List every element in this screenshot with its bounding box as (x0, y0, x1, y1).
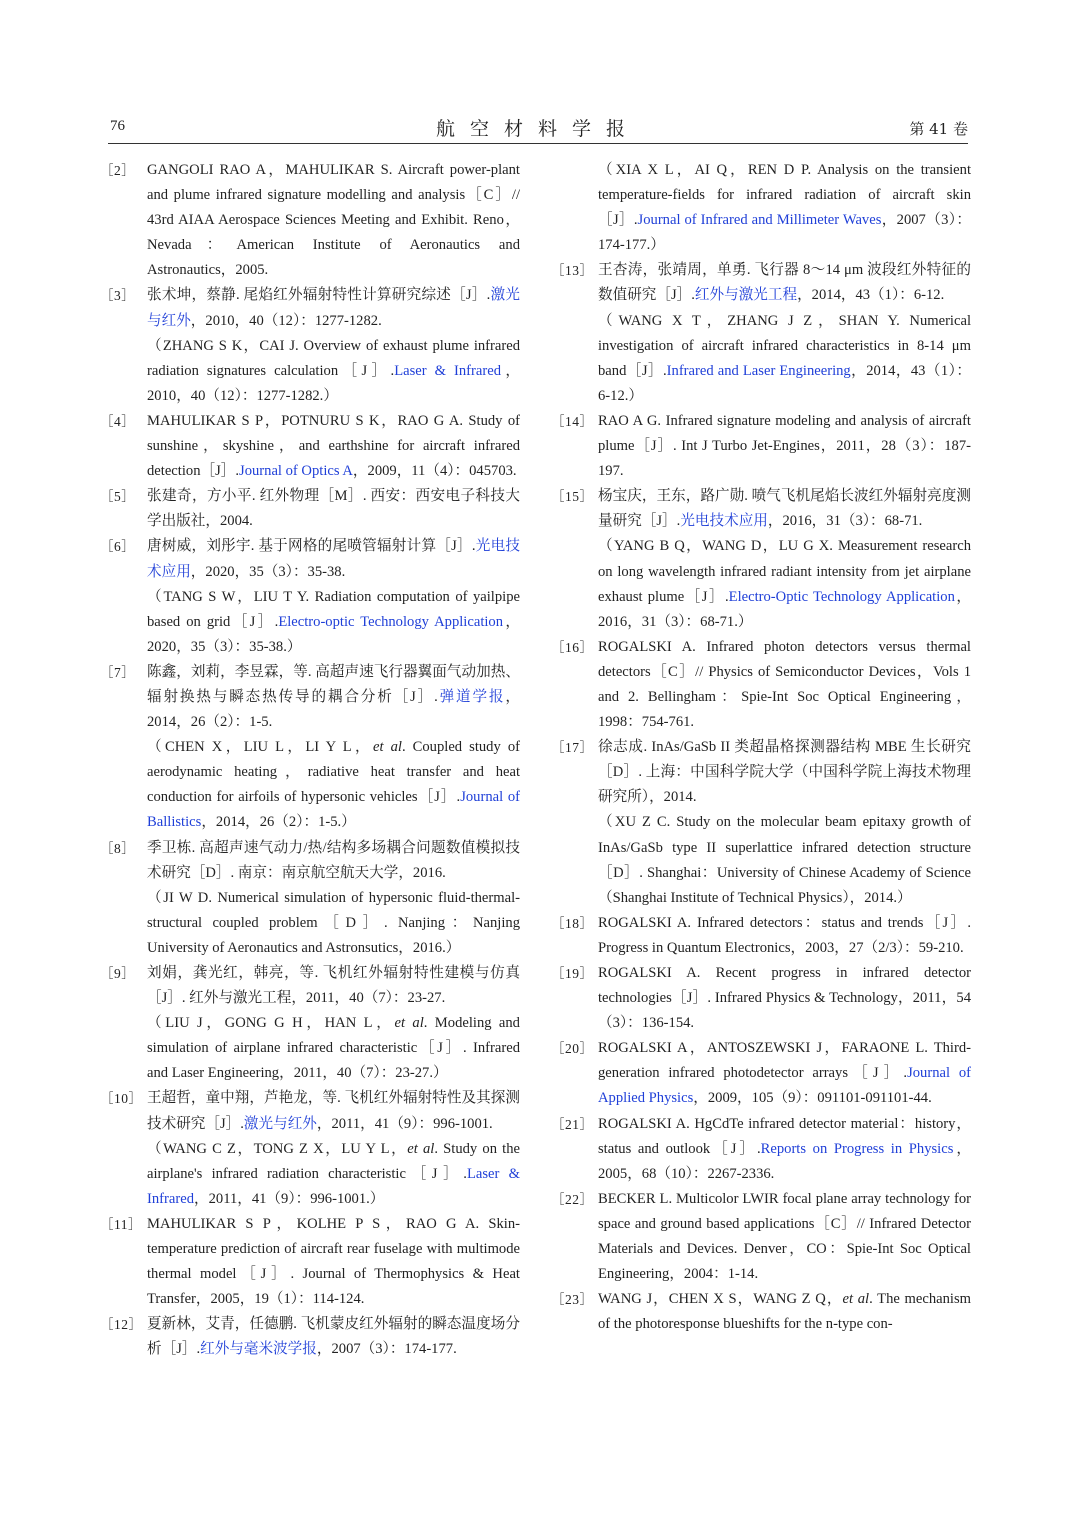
journal-link[interactable]: 光电技术应用 (680, 513, 768, 530)
reference-text: 唐树威，刘彤宇. 基于网格的尾喷管辐射计算［J］. (147, 538, 476, 555)
page-header (108, 112, 968, 142)
reference-english: （ZHANG S K，CAI J. Overview of exhaust plume infrared radiation signatures calculation［J］.Laser & Infrared，2010，40（12）：1277-1282.） (147, 337, 520, 404)
reference-3 (100, 283, 520, 408)
reference-text: MAHULIKAR S P，POTNURU S K，RAO G A. Study of sunshine，skyshine，and earthshine for aircraft infrared detection［J］. (147, 412, 520, 480)
reference-17 (551, 735, 971, 911)
reference-20 (551, 1036, 971, 1111)
reference-text: ROGALSKI A. HgCdTe infrared detector material：history，status and outlook［J］. (598, 1115, 971, 1157)
reference-12-continued (551, 158, 971, 258)
reference-21 (551, 1112, 971, 1187)
reference-text: RAO A G. Infrared signature modeling and analysis of aircraft plume［J］. Int J Turbo Jet-Engines，2011，28（3）：187-197. (598, 412, 971, 480)
reference-text: 王超哲，童中翔，芦艳龙，等. 飞机红外辐射特性及其探测技术研究［J］. (147, 1090, 520, 1132)
reference-number: ［5］ (100, 489, 136, 505)
reference-text: 张建奇，方小平. 红外物理［M］. 西安：西安电子科技大学出版社，2004. (147, 488, 520, 530)
journal-link[interactable]: Laser & Infrared (394, 362, 502, 379)
journal-link[interactable]: Journal of Ballistics (147, 789, 520, 831)
reference-19 (551, 961, 971, 1036)
reference-number: ［23］ (551, 1292, 594, 1308)
journal-link[interactable]: Electro-optic Technology Application (278, 613, 504, 630)
reference-4 (100, 409, 520, 484)
journal-link[interactable]: 激光与红外 (147, 287, 520, 329)
references-right-column (551, 158, 971, 1337)
reference-english: （LIU J，GONG G H，HAN L，et al. Modeling and simulation of airplane infrared characteristic［J］. Infrared and Laser Engineering，2011，40（7）：23-27.） (147, 1015, 520, 1082)
reference-text: BECKER L. Multicolor LWIR focal plane array technology for space and ground based applications［C］// Infrared Detector Materials and Devices. Denver，CO：Spie-Int Soc Optical Engineering，2004：1-14. (598, 1190, 971, 1283)
reference-16 (551, 635, 971, 735)
reference-6 (100, 534, 520, 659)
reference-10 (100, 1086, 520, 1211)
reference-text: ，2011，41（9）：996-1001. (316, 1115, 493, 1132)
reference-number: ［14］ (551, 413, 594, 429)
reference-number: ［2］ (100, 163, 136, 178)
reference-number: ［19］ (551, 966, 594, 981)
reference-text: 陈鑫，刘莉，李昱霖，等. 高超声速飞行器翼面气动加热、辐射换热与瞬态热传导的耦合分析［J］. (147, 663, 520, 705)
journal-link[interactable]: Reports on Progress in Physics (760, 1140, 954, 1157)
reference-7 (100, 660, 520, 836)
reference-2 (100, 158, 520, 283)
reference-text: MAHULIKAR S P，KOLHE P S，RAO G A. Skin-temperature prediction of aircraft rear fuselage with multimode thermal model［J］. Journal of Thermophysics & Heat Transfer，2005，19（1）：114-124. (147, 1215, 520, 1308)
reference-number: ［10］ (100, 1091, 143, 1107)
header-rule (108, 143, 968, 144)
reference-text: 刘娟，龚光红，韩亮，等. 飞机红外辐射特性建模与仿真［J］. 红外与激光工程，2011，40（7）：23-27. (147, 965, 520, 1007)
reference-english: （CHEN X，LIU L，LI Y L，et al. Coupled study of aerodynamic heating，radiative heat transfer and heat conduction for airfoils of hypersonic vehicles［J］.Journal of Ballistics，2014，26（2）：1-5.） (147, 739, 520, 831)
reference-number: ［11］ (100, 1216, 142, 1232)
reference-number: ［7］ (100, 664, 136, 680)
journal-link[interactable]: 光电技术应用 (147, 538, 520, 580)
reference-text: ，2010，40（12）：1277-1282. (190, 312, 382, 329)
reference-number: ［12］ (100, 1317, 143, 1333)
reference-english: （JI W D. Numerical simulation of hypersonic fluid-thermal-structural coupled problem［D］. Nanjing：Nanjing University of Aeronautics and Astronsutics，2016.） (147, 889, 520, 956)
reference-text: 张术坤，蔡静. 尾焰红外辐射特性计算研究综述［J］. (147, 287, 491, 304)
reference-english: （XU Z C. Study on the molecular beam epitaxy growth of InAs/GaSb type II superlattice infrared detection structure［D］. Shanghai：University of Chinese Academy of Science（Shanghai Institute of Technical Physics），2014.） (598, 814, 971, 906)
reference-number: ［22］ (551, 1191, 594, 1207)
journal-link[interactable]: Electro-Optic Technology Application (728, 588, 955, 605)
reference-text: ，2007（3）：174-177. (316, 1341, 457, 1358)
reference-number: ［16］ (551, 639, 594, 655)
reference-text: 徐志成. InAs/GaSb II 类超晶格探测器结构 MBE 生长研究［D］. 上海：中国科学院大学（中国科学院上海技术物理研究所），2014. (598, 739, 971, 806)
reference-23: ［23］ WANG J，CHEN X S，WANG Z Q，et al. The mechanism of the photoresponse blueshifts for the n-type con- (551, 1287, 971, 1337)
page-number: 76 (110, 118, 125, 134)
journal-link[interactable]: 激光与红外 (243, 1115, 317, 1132)
reference-number: ［6］ (100, 539, 136, 555)
reference-9 (100, 961, 520, 1086)
reference-number: ［8］ (100, 840, 136, 856)
reference-11 (100, 1212, 520, 1312)
reference-text: 杨宝庆，王东，路广勋. 喷气飞机尾焰长波红外辐射亮度测量研究［J］. (598, 488, 971, 530)
reference-8 (100, 836, 520, 961)
reference-number: ［4］ (100, 413, 136, 429)
journal-link[interactable]: Laser & Infrared (147, 1165, 520, 1207)
references-left-column (100, 158, 520, 1363)
reference-number: ［9］ (100, 966, 136, 981)
reference-text: WANG J，CHEN X S，WANG Z Q， (598, 1291, 843, 1308)
reference-number: ［15］ (551, 489, 594, 505)
volume-label: 第 41 卷 (909, 120, 968, 138)
reference-text: ，2005，68（10）：2267-2336. (598, 1140, 971, 1182)
journal-link[interactable]: Journal of Applied Physics (598, 1065, 971, 1107)
reference-14 (551, 409, 971, 484)
reference-english: （YANG B Q，WANG D，LU G X. Measurement research on long wavelength infrared radiant intensity from jet airplane exhaust plume［J］.Electro-Optic Technology Application，2016，31（3）：68-71.） (598, 538, 971, 630)
reference-text: ，2014，26（2）：1-5. (147, 688, 520, 731)
reference-text: ROGALSKI A. Infrared detectors：status and trends［J］. Progress in Quantum Electronics，2003，27（2/3）：59-210. (598, 914, 971, 956)
reference-number: ［21］ (551, 1116, 594, 1132)
reference-18 (551, 911, 971, 961)
reference-text: ，2016，31（3）：68-71. (767, 513, 923, 530)
journal-title: 航空材料学报 (435, 118, 640, 140)
reference-text: . The mechanism of the photoresponse blueshifts for the n-type con- (598, 1291, 971, 1333)
reference-number: ［18］ (551, 915, 594, 931)
journal-link[interactable]: 红外与激光工程 (694, 287, 798, 304)
journal-link[interactable]: Journal of Optics A (239, 463, 353, 480)
reference-english: （XIA X L，AI Q，REN D P. Analysis on the transient temperature-fields for infrared radiation of aircraft skin［J］.Journal of Infrared and Millimeter Waves，2007（3）：174-177.） (598, 162, 971, 254)
reference-number: ［13］ (551, 263, 594, 279)
reference-english: （WANG X T，ZHANG J Z，SHAN Y. Numerical investigation of aircraft infrared characteristics in 8-14 μm band［J］.Infrared and Laser Engineering，2014，43（1）：6-12.） (598, 312, 971, 404)
reference-22 (551, 1187, 971, 1287)
reference-text: ，2020，35（3）：35-38. (190, 563, 346, 580)
reference-number: ［3］ (100, 288, 136, 304)
reference-text: 季卫栋. 高超声速气动力/热/结构多场耦合问题数值模拟技术研究［D］. 南京：南京航空航天大学，2016. (147, 839, 520, 881)
reference-text: ，2009，11（4）：045703. (352, 463, 517, 480)
reference-number: ［17］ (551, 740, 594, 756)
reference-5 (100, 484, 520, 534)
reference-text: 王杏涛，张靖周，单勇. 飞行器 8～14 μm 波段红外特征的数值研究［J］. (598, 262, 971, 304)
reference-text: ，2009，105（9）：091101-091101-44. (693, 1090, 932, 1107)
reference-text: ROGALSKI A，ANTOSZEWSKI J，FARAONE L. Third-generation infrared photodetector arrays［J］. (598, 1040, 971, 1082)
reference-text: ，2014，43（1）：6-12. (797, 287, 945, 304)
journal-link[interactable]: Journal of Infrared and Millimeter Waves (637, 212, 882, 229)
reference-12 (100, 1312, 520, 1362)
reference-text: ROGALSKI A. Recent progress in infrared detector technologies［J］. Infrared Physics & Technology，2011，54（3）：136-154. (598, 965, 971, 1032)
reference-text: 夏新林，艾青，任德鹏. 飞机蒙皮红外辐射的瞬态温度场分析［J］. (147, 1316, 520, 1358)
reference-number: ［20］ (551, 1041, 594, 1057)
journal-link[interactable]: 红外与毫米波学报 (200, 1341, 317, 1358)
journal-link[interactable]: 弹道学报 (437, 688, 506, 705)
reference-english: （TANG S W，LIU T Y. Radiation computation of yailpipe based on grid［J］.Electro-optic Technology Application，2020，35（3）：35-38.） (147, 588, 520, 655)
reference-13 (551, 258, 971, 409)
reference-english: （WANG C Z，TONG Z X，LU Y L，et al. Study on the airplane's infrared radiation characteristic［J］.Laser & Infrared，2011，41（9）：996-1001.） (147, 1140, 521, 1207)
journal-link[interactable]: Infrared and Laser Engineering (666, 362, 851, 379)
reference-15 (551, 484, 971, 635)
reference-text: GANGOLI RAO A，MAHULIKAR S. Aircraft power-plant and plume infrared signature modelling and analysis［C］// 43rd AIAA Aerospace Sciences Meeting and Exhibit. Reno，Nevada：American Institute of Aeronautics and Astronautics，2005. (147, 162, 520, 279)
reference-text: ROGALSKI A. Infrared photon detectors versus thermal detectors［C］// Physics of Semiconductor Devices，Vols 1 and 2. Bellingham：Spie-Int Soc Optical Engineering，1998：754-761. (598, 638, 971, 731)
